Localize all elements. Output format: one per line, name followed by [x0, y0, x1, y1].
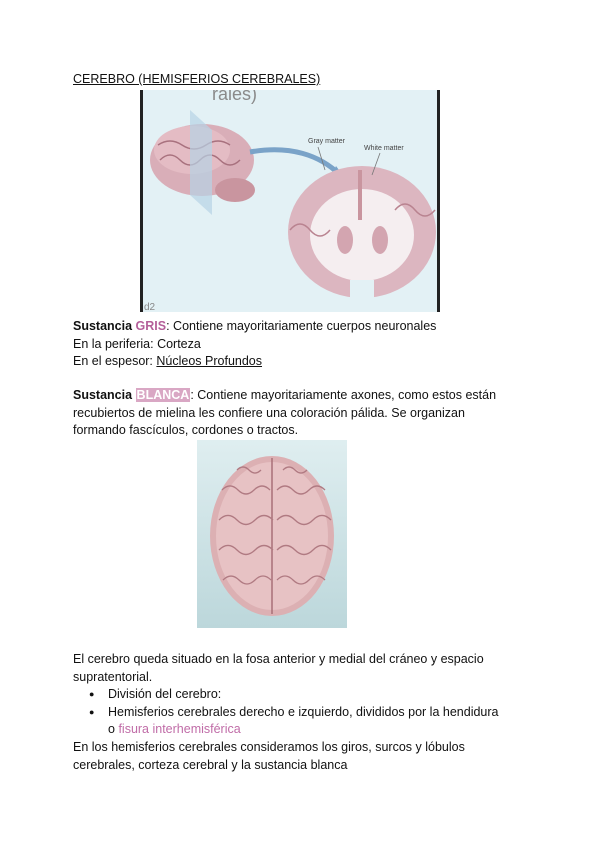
gris-periphery: En la periferia: Corteza: [73, 337, 201, 351]
brain-top-view-figure: [197, 440, 347, 628]
fisura-interhemisferica-text: fisura interhemisférica: [118, 722, 241, 736]
gris-definition: [73, 317, 436, 335]
blanca-desc: : Contiene mayoritariamente axones, como estos están: [190, 388, 497, 402]
nucleos-profundos-link[interactable]: Núcleos Profundos: [156, 354, 263, 368]
sub-item-marker: o: [108, 722, 119, 736]
gris-word: GRIS: [135, 319, 167, 333]
page-title: CEREBRO (HEMISFERIOS CEREBRALES): [73, 72, 321, 86]
bullet-division: División del cerebro:: [108, 687, 222, 701]
sub-item-fisura: [108, 720, 241, 738]
hemisferios-summary-line1: En los hemisferios cerebrales consideramos los giros, surcos y lóbulos: [73, 740, 465, 754]
bullet-marker: ●: [89, 707, 95, 717]
blanca-line3: formando fascículos, cordones o tractos.: [73, 423, 299, 437]
cerebro-location-line1: El cerebro queda situado en la fosa anterior y medial del cráneo y espacio: [73, 652, 484, 666]
gray-matter-label: Gray matter: [308, 138, 345, 145]
slide-corner-text: d2: [144, 302, 156, 312]
gris-label: Sustancia: [73, 319, 133, 333]
cerebro-location-line2: supratentorial.: [73, 670, 153, 684]
white-matter-label: White matter: [364, 145, 404, 152]
hemisferios-summary-line2: cerebrales, corteza cerebral y la sustancia blanca: [73, 758, 348, 772]
brain-section-figure: [140, 90, 440, 312]
blanca-label: Sustancia: [73, 388, 133, 402]
blanca-word: BLANCA: [136, 388, 190, 402]
blanca-definition: [73, 386, 496, 404]
bullet-marker: ●: [89, 689, 95, 699]
blanca-line2: recubiertos de mielina les confiere una coloración pálida. Se organizan: [73, 406, 465, 420]
slide-heading-fragment: rales): [212, 90, 258, 104]
gris-depth-prefix: En el espesor:: [73, 354, 157, 368]
gris-desc: : Contiene mayoritariamente cuerpos neuronales: [166, 319, 437, 333]
bullet-hemisferios: Hemisferios cerebrales derecho e izquierdo, divididos por la hendidura: [108, 705, 499, 719]
gris-depth: [73, 352, 262, 370]
